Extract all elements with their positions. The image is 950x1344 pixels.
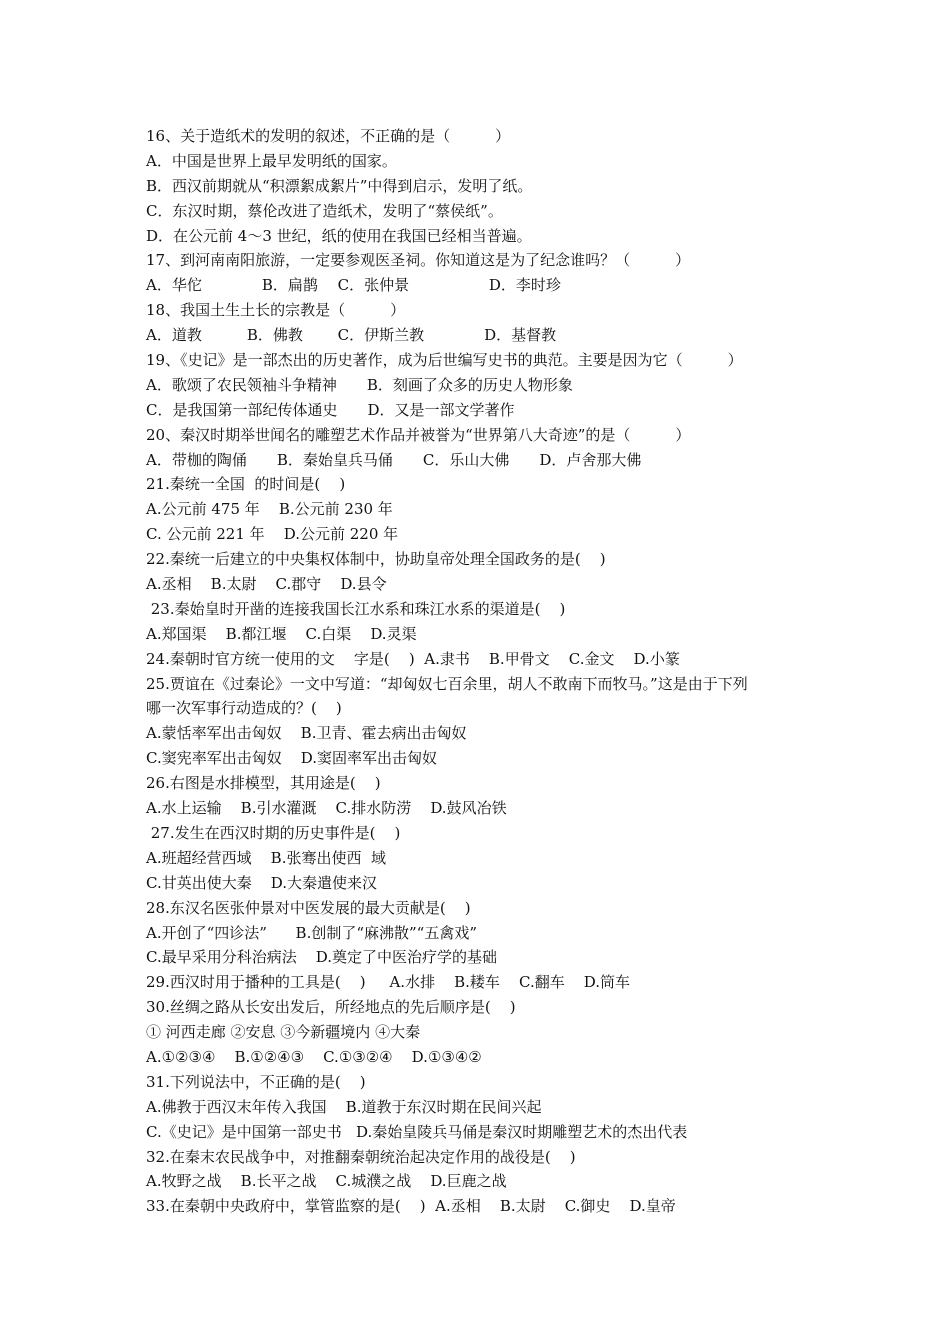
text-line: A.丞相 B.太尉 C.郡守 D.县令 [146,575,387,594]
text-line: ① 河西走廊 ②安息 ③今新疆境内 ④大秦 [146,1023,421,1042]
text-line: 32.在秦末农民战争中，对推翻秦朝统治起决定作用的战役是( ) [146,1147,576,1166]
text-line: 19、《史记》是一部杰出的历史著作，成为后世编写史书的典范。主要是因为它（ ） [146,351,743,370]
text-line: 27.发生在西汉时期的历史事件是( ) [146,823,401,842]
text-line: A．道教 B．佛教 C．伊斯兰教 D．基督教 [146,326,557,345]
text-line: 31.下列说法中，不正确的是( ) [146,1072,366,1091]
text-line: 29.西汉时用于播种的工具是( ) A.水排 B.耧车 C.翻车 D.筒车 [146,973,631,992]
text-line: A．带枷的陶俑 B．秦始皇兵马俑 C．乐山大佛 D．卢舍那大佛 [146,450,642,469]
text-line: A．歌颂了农民领袖斗争精神 B．刻画了众多的历史人物形象 [146,375,573,394]
text-line: 23.秦始皇时开凿的连接我国长江水系和珠江水系的渠道是( ) [146,599,566,618]
text-line: 30.丝绸之路从长安出发后，所经地点的先后顺序是( ) [146,998,516,1017]
document-body [146,124,826,1219]
text-line: 33.在秦朝中央政府中，掌管监察的是( ) A.丞相 B.太尉 C.御史 D.皇帝 [146,1197,676,1216]
text-line: 17、到河南南阳旅游，一定要参观医圣祠。你知道这是为了纪念谁吗？（ ） [146,251,691,270]
text-line: B．西汉前期就从“积漂絮成絮片”中得到启示，发明了纸。 [146,176,533,195]
text-line: 25.贾谊在《过秦论》一文中写道：“却匈奴七百余里，胡人不敢南下而牧马。”这是由于下列 [146,674,748,693]
text-line: A.佛教于西汉末年传入我国 B.道教于东汉时期在民间兴起 [146,1097,542,1116]
text-line: A.①②③④ B.①②④③ C.①③②④ D.①③④② [146,1047,482,1066]
text-line: 26.右图是水排模型，其用途是( ) [146,774,381,793]
text-line: 哪一次军事行动造成的？( ) [146,699,342,718]
text-line: C.《史记》是中国第一部史书 D.秦始皇陵兵马俑是秦汉时期雕塑艺术的杰出代表 [146,1122,688,1141]
text-line: 20、秦汉时期举世闻名的雕塑艺术作品并被誉为“世界第八大奇迹”的是（ ） [146,425,691,444]
text-line: D．在公元前 4～3 世纪，纸的使用在我国已经相当普遍。 [146,226,532,245]
text-line: 18、我国土生土长的宗教是（ ） [146,301,406,320]
text-line: A.开创了“四诊法” B.创制了“麻沸散”“五禽戏” [146,923,478,942]
text-line: C.最早采用分科治病法 D.奠定了中医治疗学的基础 [146,948,498,967]
text-line: A.公元前 475 年 B.公元前 230 年 [146,500,393,519]
text-line: C.窦宪率军出击匈奴 D.窦固率军出击匈奴 [146,749,438,768]
text-line: A.班超经营西域 B.张骞出使西 域 [146,848,387,867]
text-line: 22.秦统一后建立的中央集权体制中，协助皇帝处理全国政务的是( ) [146,550,606,569]
text-line: A.蒙恬率军出击匈奴 B.卫青、霍去病出击匈奴 [146,724,467,743]
text-line: A.水上运输 B.引水灌溉 C.排水防涝 D.鼓风冶铁 [146,799,507,818]
text-line: C.甘英出使大秦 D.大秦遣使来汉 [146,873,378,892]
text-line: 28.东汉名医张仲景对中医发展的最大贡献是( ) [146,898,471,917]
text-line: A.牧野之战 B.长平之战 C.城濮之战 D.巨鹿之战 [146,1172,507,1191]
text-line: C．东汉时期，蔡伦改进了造纸术，发明了“蔡侯纸”。 [146,201,503,220]
text-line: C．是我国第一部纪传体通史 D．又是一部文学著作 [146,400,515,419]
text-line: C. 公元前 221 年 D.公元前 220 年 [146,525,399,544]
text-line: A．华佗 B．扁鹊 C．张仲景 D．李时珍 [146,276,561,295]
text-line: 21.秦统一全国 的时间是( ) [146,475,346,494]
text-line: 24.秦朝时官方统一使用的文 字是( ) A.隶书 B.甲骨文 C.金文 D.小篆 [146,649,680,668]
text-line: A．中国是世界上最早发明纸的国家。 [146,151,397,170]
text-line: 16、关于造纸术的发明的叙述，不正确的是（ ） [146,127,511,145]
text-line: A.郑国渠 B.都江堰 C.白渠 D.灵渠 [146,624,417,643]
